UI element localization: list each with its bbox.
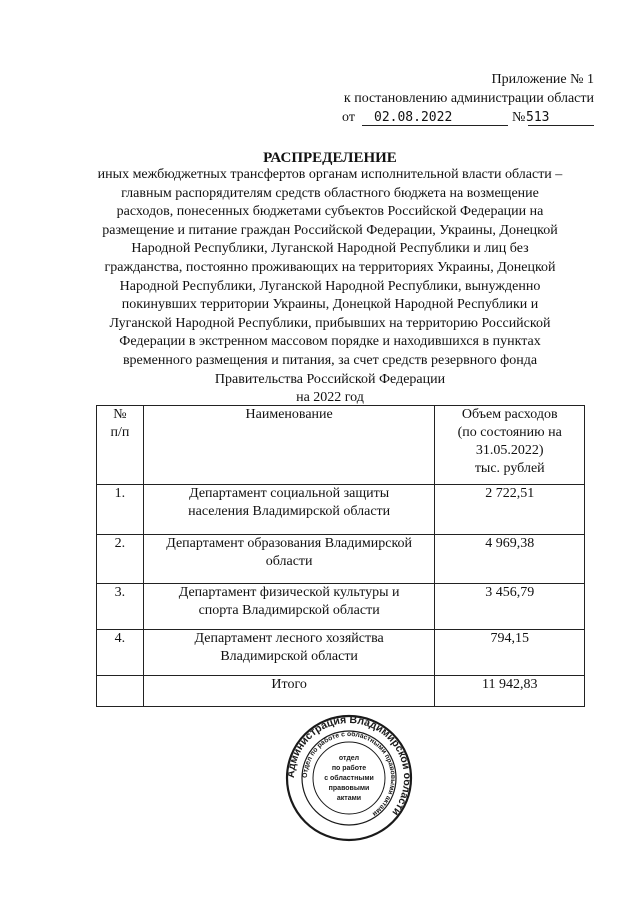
seal-outer-text: Администрация Владимирской области	[285, 714, 413, 818]
row-amount: 4 969,38	[435, 535, 585, 584]
row-number: 2.	[97, 535, 144, 584]
table-header-row	[97, 406, 585, 485]
seal-middle-text: Отдел по работе с областными правовыми актами	[301, 730, 397, 818]
table-row	[97, 630, 585, 676]
appendix-block	[342, 70, 594, 125]
row-name	[143, 584, 435, 630]
header-name-label: Наименование	[245, 407, 333, 422]
row-amount: 2 722,51	[435, 485, 585, 535]
appendix-subtitle: к постановлению администрации области	[343, 91, 594, 106]
header-amount-line: 31.05.2022)	[475, 443, 544, 458]
official-seal	[285, 714, 413, 842]
total-label: Итого	[143, 676, 435, 707]
appendix-date-number	[342, 108, 594, 127]
row-name-line: Департамент социальной защиты	[189, 486, 390, 501]
subtitle-line: на 2022 год	[296, 390, 364, 406]
row-number: 4.	[97, 630, 144, 676]
header-name-cell	[143, 406, 435, 485]
row-name	[143, 630, 435, 676]
subtitle-line: Народной Республики, Луганской Народной Республики, вынужденно	[119, 278, 541, 294]
header-amount-line: (по состоянию на	[457, 425, 562, 440]
seal-center-text	[324, 755, 374, 802]
number-value: 513	[526, 110, 550, 125]
number-prefix: №	[512, 110, 526, 125]
seal-center-line: актами	[336, 795, 362, 802]
date-value: 02.08.2022	[374, 110, 453, 125]
row-amount: 794,15	[435, 630, 585, 676]
table-row	[97, 485, 585, 535]
seal-center-line: по работе	[331, 765, 367, 772]
row-amount: 3 456,79	[435, 584, 585, 630]
subtitle-line: Правительства Российской Федерации	[214, 371, 446, 387]
row-name	[143, 485, 435, 535]
seal-center-line: отдел	[338, 755, 360, 762]
subtitle-line: Народной Республики, Луганской Народной Республики и лиц без	[131, 241, 529, 257]
distribution-table	[96, 405, 585, 707]
table-row	[97, 535, 585, 584]
subtitle-line: расходов, понесенных бюджетами субъектов Российской Федерации на	[116, 204, 544, 220]
document-subtitle	[80, 166, 580, 408]
subtitle-line: временного размещения и питания, за счет средств резервного фонда	[122, 352, 538, 368]
date-prefix: от	[342, 110, 355, 125]
subtitle-line: Федерации в экстренном массовом порядке и находившихся в пунктах	[119, 334, 541, 350]
row-name-line: области	[265, 554, 313, 569]
total-amount: 11 942,83	[435, 676, 585, 707]
header-amount-line: Объем расходов	[461, 407, 558, 422]
row-name-line: населения Владимирской области	[188, 504, 391, 519]
header-number-symbol: №	[113, 407, 127, 422]
subtitle-line: гражданства, постоянно проживающих на территориях Украины, Донецкой	[104, 259, 556, 275]
document-title: РАСПРЕДЕЛЕНИЕ	[263, 150, 397, 166]
row-name-line: спорта Владимирской области	[198, 603, 380, 618]
row-number: 3.	[97, 584, 144, 630]
row-name-line: Департамент физической культуры и	[178, 585, 400, 600]
total-number-cell	[97, 676, 144, 707]
seal-center-line: правовыми	[328, 785, 370, 792]
subtitle-line: размещение и питание граждан Российской Федерации, Украины, Донецкой	[102, 222, 558, 238]
header-number-label: п/п	[110, 425, 130, 440]
row-number: 1.	[97, 485, 144, 535]
row-name-line: Департамент образования Владимирской	[166, 536, 413, 551]
appendix-title: Приложение № 1	[491, 72, 594, 87]
table-row	[97, 584, 585, 630]
subtitle-line: иных межбюджетных трансфертов органам исполнительной власти области –	[97, 167, 563, 182]
row-name-line: Департамент лесного хозяйства	[194, 631, 384, 646]
row-name	[143, 535, 435, 584]
header-number-cell	[97, 406, 144, 485]
seal-center-line: с областными	[324, 775, 374, 782]
subtitle-line: покинувших территории Украины, Донецкой Народной Республики и	[121, 297, 539, 313]
header-amount-cell	[435, 406, 585, 485]
table-total-row	[97, 676, 585, 707]
subtitle-line: Луганской Народной Республики, прибывших на территорию Российской	[109, 315, 551, 331]
subtitle-line: главным распорядителям средств областного бюджета на возмещение	[121, 185, 539, 201]
header-amount-line: тыс. рублей	[474, 461, 545, 476]
row-name-line: Владимирской области	[220, 649, 358, 664]
